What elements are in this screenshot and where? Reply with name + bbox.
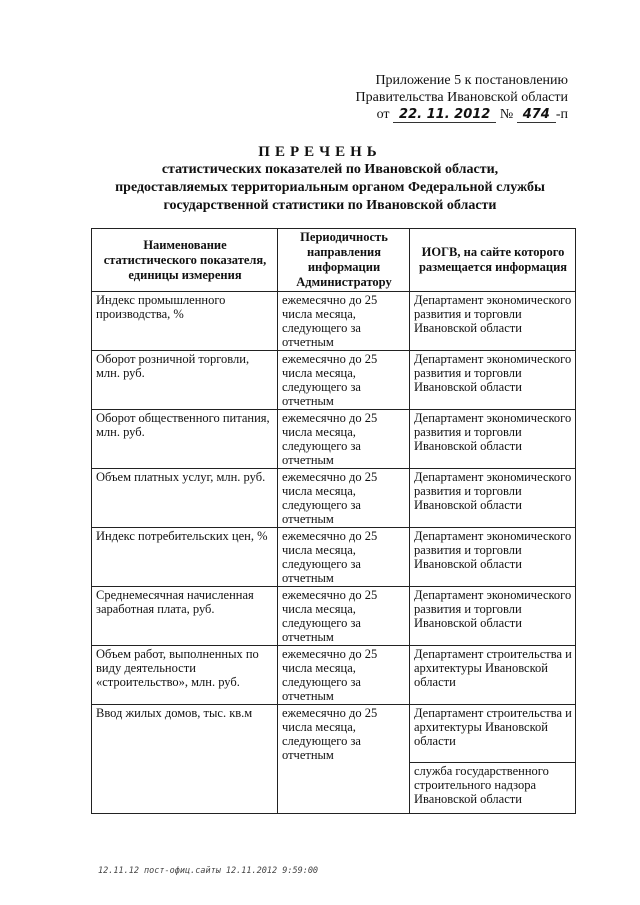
iogv-cell: Департамент экономического развития и торговли Ивановской области (410, 469, 576, 528)
table-row (92, 528, 576, 587)
subtitle-line: государственной статистики по Ивановской области (163, 198, 497, 213)
periodicity-cell: ежемесячно до 25 числа месяца, следующего за отчетным (278, 587, 410, 646)
number-suffix: -п (555, 107, 568, 122)
header-periodicity: Периодичность направления информации Администратору (278, 229, 410, 292)
periodicity-cell: ежемесячно до 25 числа месяца, следующего за отчетным (278, 469, 410, 528)
indicator-cell: Оборот розничной торговли, млн. руб. (92, 351, 278, 410)
document-header (356, 72, 568, 123)
periodicity-cell: ежемесячно до 25 числа месяца, следующего за отчетным (278, 351, 410, 410)
indicator-cell: Среднемесячная начисленная заработная плата, руб. (92, 587, 278, 646)
number-label: № (499, 107, 514, 122)
indicator-cell: Индекс промышленного производства, % (92, 292, 278, 351)
periodicity-cell: ежемесячно до 25 числа месяца, следующего за отчетным (278, 410, 410, 469)
iogv-cell: Департамент экономического развития и торговли Ивановской области (410, 351, 576, 410)
handwritten-date: 22. 11. 2012 (393, 108, 496, 123)
indicators-table (91, 228, 576, 814)
table-row (92, 646, 576, 705)
periodicity-cell: ежемесячно до 25 числа месяца, следующего за отчетным (278, 705, 410, 814)
iogv-cell: Департамент экономического развития и торговли Ивановской области (410, 292, 576, 351)
indicator-cell: Объем работ, выполненных по виду деятельности «строительство», млн. руб. (92, 646, 278, 705)
table-header-row (92, 229, 576, 292)
handwritten-number: 474 (517, 108, 556, 123)
table-row (92, 469, 576, 528)
iogv-cell: Департамент строительства и архитектуры Ивановской области (410, 705, 576, 763)
indicator-cell: Объем платных услуг, млн. руб. (92, 469, 278, 528)
from-label: от (376, 107, 390, 122)
table-row (92, 410, 576, 469)
footer-stamp: 12.11.12 пост-офиц.сайты 12.11.2012 9:59:00 (98, 866, 319, 876)
header-iogv: ИОГВ, на сайте которого размещается информация (410, 229, 576, 292)
indicator-cell: Индекс потребительских цен, % (92, 528, 278, 587)
iogv-cell: Департамент экономического развития и торговли Ивановской области (410, 587, 576, 646)
iogv-extra-cell: служба государственного строительного надзора Ивановской области (410, 763, 576, 814)
periodicity-cell: ежемесячно до 25 числа месяца, следующего за отчетным (278, 292, 410, 351)
table-row (92, 705, 576, 763)
iogv-cell: Департамент экономического развития и торговли Ивановской области (410, 528, 576, 587)
periodicity-cell: ежемесячно до 25 числа месяца, следующего за отчетным (278, 646, 410, 705)
header-indicator-name: Наименование статистического показателя, единицы измерения (92, 229, 278, 292)
table-row (92, 292, 576, 351)
appendix-line: Приложение 5 к постановлению (375, 73, 568, 88)
iogv-cell: Департамент строительства и архитектуры Ивановской области (410, 646, 576, 705)
government-line: Правительства Ивановской области (355, 90, 568, 105)
subtitle-line: статистических показателей по Ивановской области, (161, 162, 499, 177)
indicator-cell: Оборот общественного питания, млн. руб. (92, 410, 278, 469)
date-number-line (356, 106, 568, 123)
indicator-cell: Ввод жилых домов, тыс. кв.м (92, 705, 278, 814)
table-row (92, 587, 576, 646)
document-subtitle (90, 161, 570, 215)
periodicity-cell: ежемесячно до 25 числа месяца, следующего за отчетным (278, 528, 410, 587)
subtitle-line: предоставляемых территориальным органом Федеральной службы (115, 180, 545, 195)
iogv-cell: Департамент экономического развития и торговли Ивановской области (410, 410, 576, 469)
document-title: ПЕРЕЧЕНЬ (258, 144, 382, 160)
table-row (92, 351, 576, 410)
